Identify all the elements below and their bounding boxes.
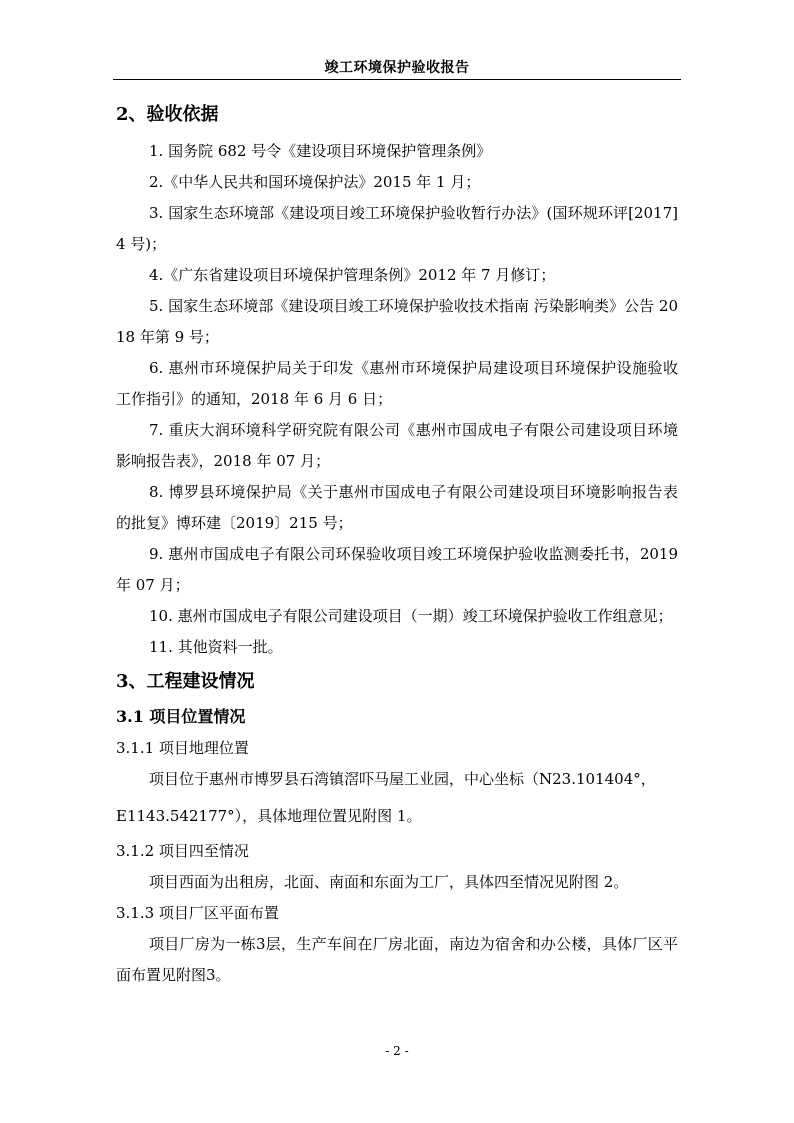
basis-item-1: 1. 国务院 682 号令《建设项目环境保护管理条例》 [149, 142, 492, 160]
basis-item-5: 5. 国家生态环境部《建设项目竣工环境保护验收技术指南 污染影响类》公告 2018 年第 9 号； [116, 297, 678, 346]
section-3-heading: 3、工程建设情况 [116, 671, 255, 692]
surroundings-text: 项目西面为出租房，北面、南面和东面为工厂，具体四至情况见附图 2。 [149, 873, 629, 891]
section-3-1-2-heading: 3.1.2 项目四至情况 [116, 842, 249, 860]
page-number: - 2 - [385, 1044, 409, 1058]
location-text-line-2: E1143.542177°），具体地理位置见附图 1。 [116, 807, 422, 825]
basis-item-9: 9. 惠州市国成电子有限公司环保验收项目竣工环境保护验收监测委托书，2019 年 07 月； [116, 545, 678, 594]
basis-item-6: 6. 惠州市环境保护局关于印发《惠州市环境保护局建设项目环境保护设施验收工作指引》的通知，2018 年 6 月 6 日； [116, 359, 678, 408]
location-text-line-1: 项目位于惠州市博罗县石湾镇滘吓马屋工业园，中心坐标（N23.101404°， [149, 770, 656, 788]
layout-text: 项目厂房为一栋3层，生产车间在厂房北面，南边为宿舍和办公楼，具体厂区平面布置见附图3。 [116, 935, 678, 984]
basis-item-2: 2.《中华人民共和国环境保护法》2015 年 1 月； [149, 173, 481, 191]
basis-item-4: 4.《广东省建设项目环境保护管理条例》2012 年 7 月修订； [149, 266, 556, 284]
section-2-heading: 2、验收依据 [116, 104, 219, 125]
basis-item-3: 3. 国家生态环境部《建设项目竣工环境保护验收暂行办法》(国环规环评[2017]4 号)； [116, 204, 678, 253]
basis-item-7: 7. 重庆大润环境科学研究院有限公司《惠州市国成电子有限公司建设项目环境影响报告表》，2018 年 07 月； [116, 421, 678, 470]
basis-item-10: 10. 惠州市国成电子有限公司建设项目（一期）竣工环境保护验收工作组意见； [149, 607, 673, 625]
page-header-title: 竣工环境保护验收报告 [324, 60, 470, 76]
basis-item-8: 8. 博罗县环境保护局《关于惠州市国成电子有限公司建设项目环境影响报告表的批复》博环建〔2019〕215 号； [116, 483, 678, 532]
section-3-1-3-heading: 3.1.3 项目厂区平面布置 [116, 904, 279, 922]
section-3-1-1-heading: 3.1.1 项目地理位置 [116, 739, 249, 757]
page-content [116, 96, 678, 991]
basis-item-11: 11. 其他资料一批。 [149, 638, 283, 656]
section-3-1-heading: 3.1 项目位置情况 [116, 707, 246, 726]
header-divider [113, 79, 681, 80]
